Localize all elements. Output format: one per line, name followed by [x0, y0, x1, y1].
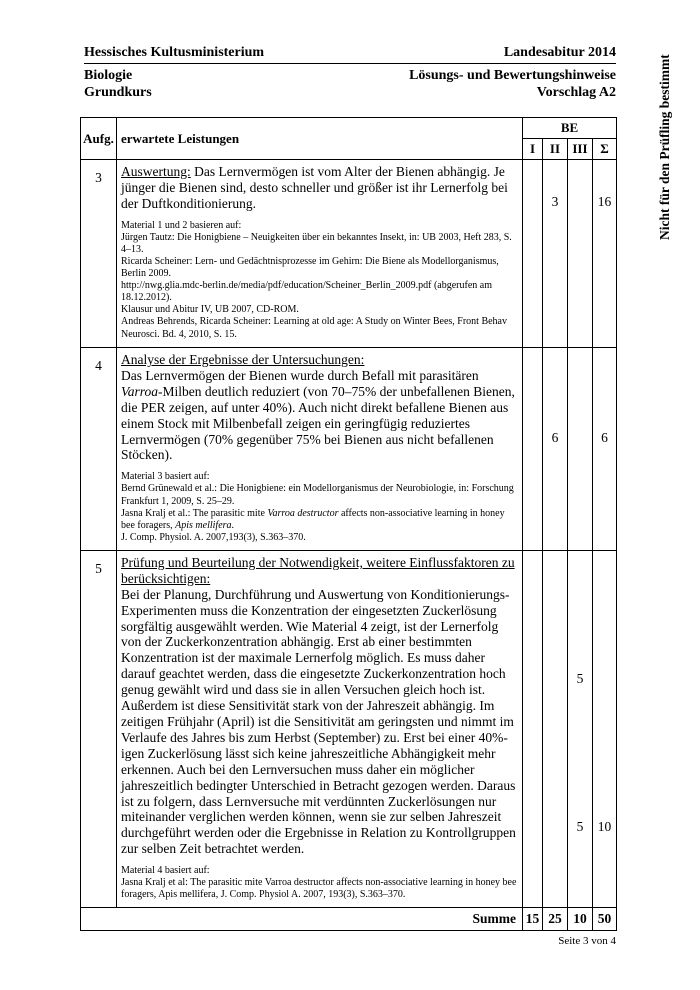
- exam-title: Landesabitur 2014: [503, 45, 616, 60]
- be-I: [522, 160, 542, 348]
- source: Ricarda Scheiner: Lern- und Gedächtnisprozesse im Gehirn: Die Biene als Modellorganismus, Berlin 2009.: [121, 256, 499, 280]
- task-heading: Auswertung:: [121, 164, 191, 179]
- be-III: [567, 160, 592, 348]
- task-text: Das Lernvermögen ist vom Alter der Bienen abhängig. Je jünger die Bienen sind, desto schneller und größer ist ihr Lernerfolg bei der Duftkonditionierung.: [121, 164, 508, 211]
- task-heading: Analyse der Ergebnisse der Untersuchungen:: [121, 352, 365, 367]
- be-value: 3: [551, 194, 559, 209]
- source: Andreas Behrends, Ricarda Scheiner: Learning at old age: A Study on Winter Bees, Front Behav Neurosci. Bd. 4, 2010, S. 15.: [121, 316, 507, 340]
- task-heading: Prüfung und Beurteilung der Notwendigkeit, weitere Einflussfaktoren zu berücksichtigen:: [121, 554, 515, 586]
- task-number: 3: [81, 160, 117, 348]
- task-content: [117, 160, 523, 348]
- source: J. Comp. Physiol. A. 2007,193(3), S.363–370.: [121, 531, 306, 543]
- task-number: 4: [81, 348, 117, 551]
- level-sum: Σ: [592, 139, 616, 160]
- doc-type: Lösungs- und Bewertungshinweise: [409, 68, 616, 83]
- table-row: [81, 550, 617, 908]
- header-row-1: [84, 44, 616, 64]
- be-value: 16: [597, 194, 612, 209]
- be-II: [542, 348, 567, 551]
- be-value: 5: [576, 818, 584, 834]
- source: Jasna Kralj et al: The parasitic mite Varroa destructor affects non-associative learning in honey bee foragers, Apis mellifera, J. Comp. Physiol A. 2007, 193(3), S.363–370.: [121, 877, 517, 901]
- be-sum: [592, 550, 616, 908]
- level-III: III: [567, 139, 592, 160]
- sum-II: 25: [542, 908, 567, 931]
- proposal: Vorschlag A2: [536, 85, 616, 100]
- side-note-text: Nicht für den Prüfling bestimmt: [657, 54, 672, 240]
- be-sum: [592, 348, 616, 551]
- side-note: [645, 40, 675, 240]
- sum-total: 50: [592, 908, 616, 931]
- header-row-2: [84, 67, 616, 84]
- table-row: [81, 348, 617, 551]
- level-II: II: [542, 139, 567, 160]
- be-I: [522, 550, 542, 908]
- source: Jürgen Tautz: Die Honigbiene – Neuigkeiten über ein bekanntes Insekt, in: UB 2003, Heft 283, S. 4–13.: [121, 231, 512, 255]
- table-row: [81, 160, 617, 348]
- col-task: Aufg.: [81, 118, 117, 160]
- source: Bernd Grünewald et al.: Die Honigbiene: ein Modellorganismus der Neurobiologie, in: Forschung Frankfurt 1, 2009, S. 25–29.: [121, 483, 514, 507]
- level-I: I: [522, 139, 542, 160]
- task-text: Außerdem ist diese Sensitivität stark von der Jahreszeit abhängig. Im zeitigen Frühjahr (April) ist die Sensitivität am geringsten und nimmt im Verlaufe des Jahres bis zum Herbst (September) zu. Erst bei einer 40%-igen Zuckerlösung lässt sich keine jahreszeitliche Abhängigkeit mehr erkennen. Auch bei den Lernversuchen muss daher ein möglicher jahreszeitlich bedingter Unterschied in Betracht gezogen werden. Daraus ist zu folgern, dass Lernversuche mit verdünnten Zuckerlösungen nur miteinander verglichen werden können, wenn sie zur selben Jahreszeit durchgeführt werden oder die Ergebnisse in Relation zu Kontrollgruppen zur selben Zeit betrachtet werden.: [121, 698, 516, 857]
- be-II: [542, 550, 567, 908]
- be-III: [567, 550, 592, 908]
- col-be: BE: [522, 118, 616, 139]
- task-number: 5: [81, 550, 117, 908]
- source: Material 1 und 2 basieren auf:: [121, 219, 242, 231]
- source: http://nwg.glia.mdc-berlin.de/media/pdf/education/Scheiner_Berlin_2009.pdf (abgerufen am 18.12.2012).: [121, 280, 493, 304]
- be-I: [522, 348, 542, 551]
- be-II: [542, 160, 567, 348]
- sum-III: 10: [567, 908, 592, 931]
- source: Material 4 basiert auf:: [121, 865, 210, 877]
- be-value: 10: [597, 818, 612, 834]
- source: Material 3 basiert auf:: [121, 471, 210, 483]
- ministry: Hessisches Kultusministerium: [84, 45, 265, 60]
- task-text: Bei der Planung, Durchführung und Auswertung von Konditionierungs-Experimenten muss die Konzentration der eingesetzten Zuckerlösung sorgfältig ausgewählt werden. Wie Material 4 zeigt, ist der Lernerfolg von der Zuckerkonzentration abhängig. Erst ab einer bestimmten Konzentration ist der maximale Lernerfolg möglich. Es muss daher darauf geachtet werden, dass die eingesetzte Zuckerkonzentration hoch genug gewählt wird und dass sie in allen Versuchen gleich hoch ist.: [121, 586, 510, 698]
- sum-row: [81, 908, 617, 931]
- be-III: [567, 348, 592, 551]
- be-sum: [592, 160, 616, 348]
- task-content: Analyse der Ergebnisse der Untersuchungen: Das Lernvermögen der Bienen wurde durch Befall mit parasitären Varroa-Milben deutlich reduziert (von 70–75% der unbefallenen Bienen, die PER zeigen, auf unter 40%). Auch nicht direkt befallene Bienen aus einem Stock mit Milbenbefall zeigen ein geringfügig reduziertes Lernvermögen (70% gegenüber 75% bei Bienen aus nicht befallenen Stöcken). Material 3 basiert auf: Bernd Grünewald et al.: Die Honigbiene: ein Modellorganismus der Neurobiologie, in: Forschung Frankfurt 1, 2009, S. 25–29. Jasna Kralj et al.: The parasitic mite Varroa destructor affects non-associative learning in honey bee foragers, Apis mellifera. J. Comp. Physiol. A. 2007,193(3), S.363–370.: [117, 348, 523, 551]
- be-value: 6: [551, 430, 559, 445]
- be-value: 5: [576, 670, 584, 686]
- assessment-table: [80, 117, 617, 931]
- col-expected: erwartete Leistungen: [117, 118, 523, 160]
- subject: Biologie: [84, 68, 133, 83]
- be-value: 6: [601, 430, 608, 445]
- header-row-3: [84, 84, 616, 101]
- page-number: Seite 3 von 4: [558, 935, 616, 947]
- source: Klausur und Abitur IV, UB 2007, CD-ROM.: [121, 304, 299, 316]
- course: Grundkurs: [84, 85, 152, 100]
- table-header-row: [81, 118, 617, 139]
- sum-I: 15: [522, 908, 542, 931]
- source: Jasna Kralj et al.: The parasitic mite Varroa destructor affects non-associative learning in honey bee foragers, Apis mellifera.: [121, 507, 505, 531]
- task-content: [117, 550, 523, 908]
- sum-label: Summe: [81, 908, 523, 931]
